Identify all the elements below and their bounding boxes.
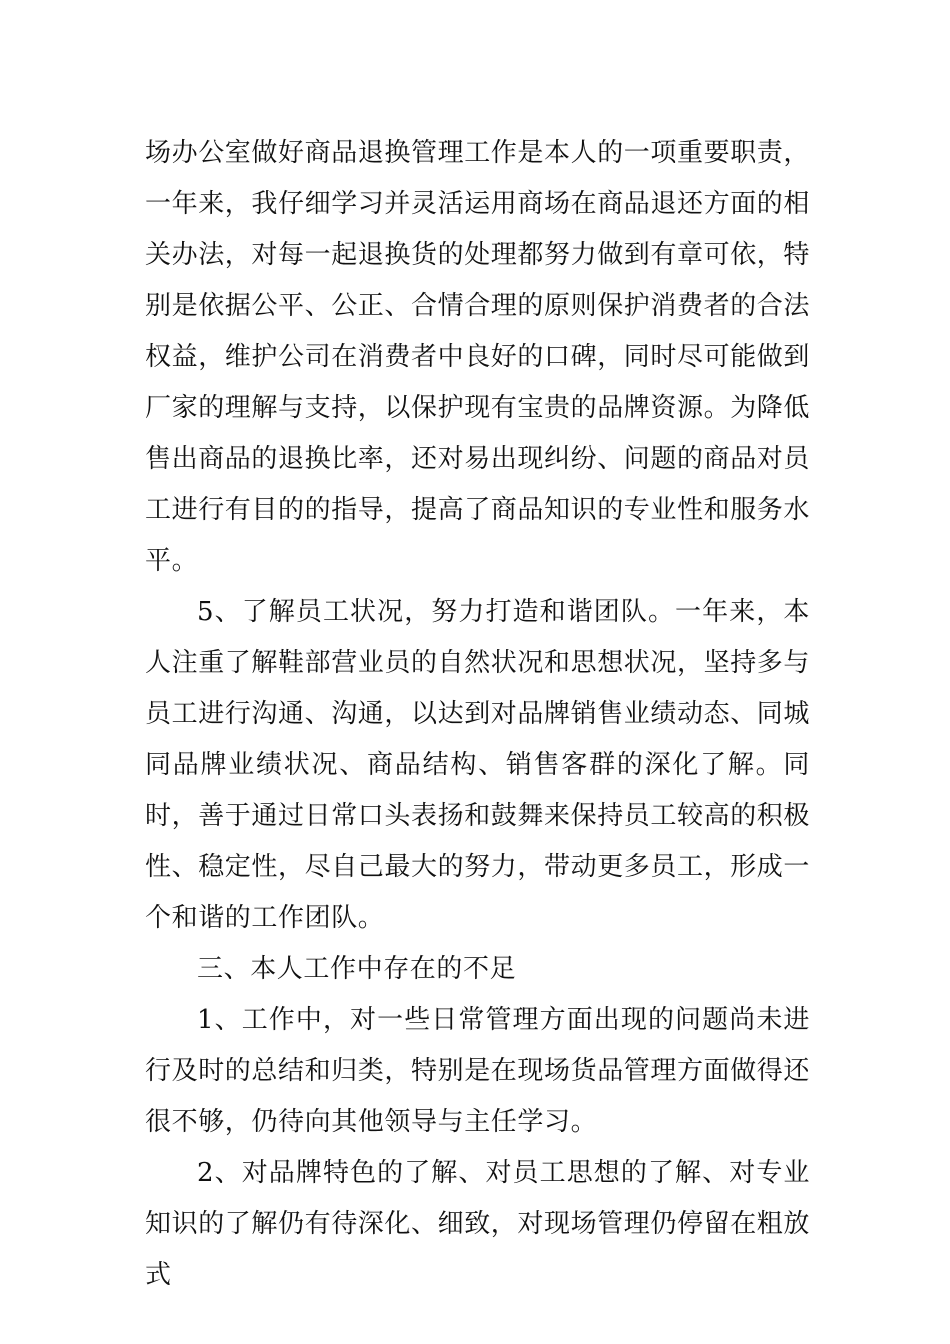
paragraph-staff-status: 5、了解员工状况，努力打造和谐团队。一年来，本人注重了解鞋部营业员的自然状况和思想状况，坚持多与员工进行沟通、沟通，以达到对品牌销售业绩动态、同城同品牌业绩状况、商品结构、销售客群的深化了解。同时，善于通过日常口头表扬和鼓舞来保持员工较高的积极性、稳定性，尽自己最大的努力，带动更多员工，形成一个和谐的工作团队。: [145, 597, 811, 933]
paragraph-shortcoming-2: 2、对品牌特色的了解、对员工思想的了解、对专业知识的了解仍有待深化、细致，对现场管理仍停留在粗放式: [145, 1158, 811, 1290]
paragraph-returns-management: 场办公室做好商品退换管理工作是本人的一项重要职责，一年来，我仔细学习并灵活运用商场在商品退还方面的相关办法，对每一起退换货的处理都努力做到有章可依，特别是依据公平、公正、合情合理的原则保护消费者的合法权益，维护公司在消费者中良好的口碑，同时尽可能做到厂家的理解与支持，以保护现有宝贵的品牌资源。为降低售出商品的退换比率，还对易出现纠纷、问题的商品对员工进行有目的的指导，提高了商品知识的专业性和服务水平。: [145, 138, 811, 576]
section-heading-shortcomings: 三、本人工作中存在的不足: [197, 954, 517, 984]
document-body: [145, 128, 810, 1301]
paragraph-shortcoming-1: 1、工作中，对一些日常管理方面出现的问题尚未进行及时的总结和归类，特别是在现场货品管理方面做得还很不够，仍待向其他领导与主任学习。: [145, 1005, 811, 1137]
